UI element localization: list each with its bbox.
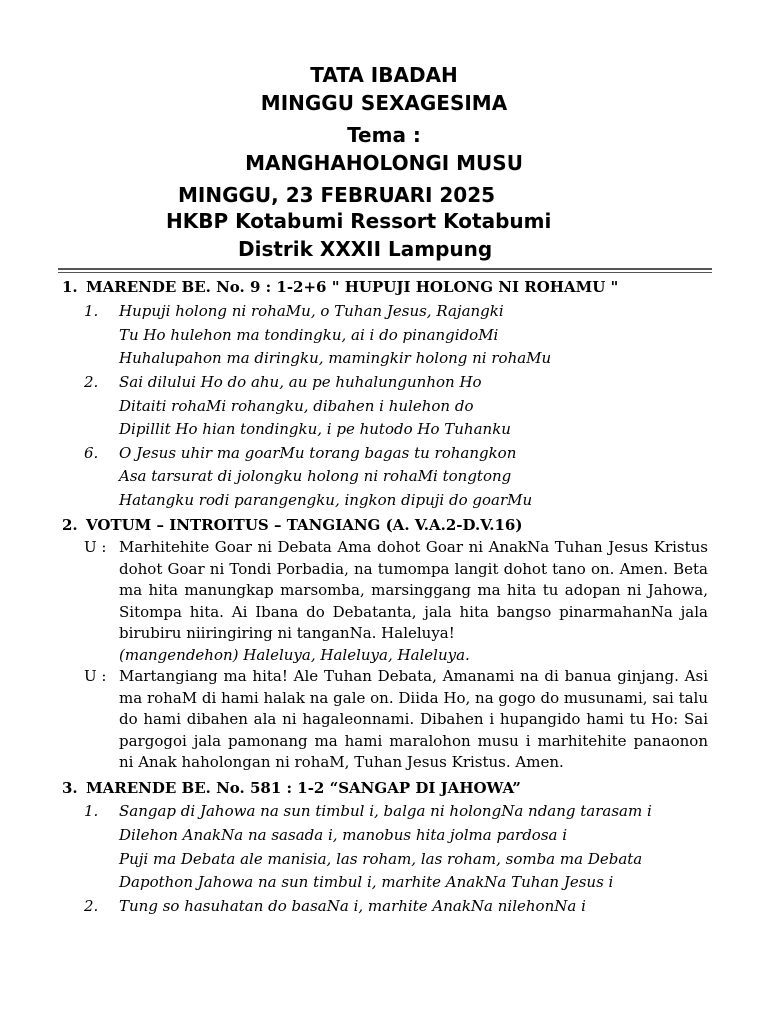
s3-verse-2-line: Tung so hasuhatan do basaNa i, marhite AnakNa nilehonNa i xyxy=(119,897,586,915)
district-name: Distrik XXXII Lampung xyxy=(238,237,493,261)
votum-line: Sitompa hita. Ai Ibana do Debatanta, jala hita bangso pinarmahanNa jala xyxy=(119,602,708,621)
prayer-line: Martangiang ma hita! Ale Tuhan Debata, Amanami na di banua ginjang. Asi xyxy=(119,667,708,685)
votum-line: ma hita manungkap marsomba, marsinggang ma hita tu adopan ni Jahowa, xyxy=(119,581,708,600)
section-2-title: VOTUM – INTROITUS – TANGIANG (A. V.A.2-D.V.16) xyxy=(86,516,523,534)
votum-line: birubiru niiringiring ni tanganNa. Haleluya! xyxy=(119,624,455,643)
theme-label: Tema : xyxy=(347,123,421,147)
liturgist-label: U : xyxy=(84,667,107,685)
prayer-paragraph xyxy=(119,666,708,774)
section-2-number: 2. xyxy=(62,516,78,534)
prayer-line: pargogoi jala pamonang ma hami maralohon musu i marhitehite panaonon xyxy=(119,731,708,750)
liturgist-label: U : xyxy=(84,538,107,556)
section-3-title: MARENDE BE. No. 581 : 1-2 “SANGAP DI JAHOWA” xyxy=(86,779,521,797)
theme-title: MANGHAHOLONGI MUSU xyxy=(245,151,523,175)
section-1-title: MARENDE BE. No. 9 : 1-2+6 " HUPUJI HOLONG NI ROHAMU " xyxy=(86,278,619,296)
section-3-number: 3. xyxy=(62,779,78,797)
s1-verse-6-line: Hatangku rodi parangengku, ingkon dipuji do goarMu xyxy=(119,491,533,509)
s3-verse-1-line: Dilehon AnakNa na sasada i, manobus hita jolma pardosa i xyxy=(119,826,568,844)
s3-verse-2-number: 2. xyxy=(84,897,99,915)
s1-verse-1-number: 1. xyxy=(84,302,99,320)
church-name: HKBP Kotabumi Ressort Kotabumi xyxy=(166,209,552,233)
prayer-line: ma rohaM di hami halak na gale on. Diida Ho, na gogo do musunami, sai talu xyxy=(119,688,708,707)
congregation-response: (mangendehon) Haleluya, Haleluya, Haleluya. xyxy=(119,645,470,664)
s3-verse-1-line: Puji ma Debata ale manisia, las roham, las roham, somba ma Debata xyxy=(119,850,643,868)
s1-verse-6-line: Asa tarsurat di jolongku holong ni rohaMi tongtong xyxy=(119,467,512,485)
service-date: MINGGU, 23 FEBRUARI 2025 xyxy=(178,183,496,207)
s1-verse-1-line: Huhalupahon ma diringku, mamingkir holong ni rohaMu xyxy=(119,349,552,367)
s1-verse-2-line: Dipillit Ho hian tondingku, i pe hutodo Ho Tuhanku xyxy=(119,420,511,438)
prayer-line: ni Anak haholongan ni rohaM, Tuhan Jesus Kristus. Amen. xyxy=(119,753,564,772)
prayer-line: do hami dibahen ala ni hagaleonnami. Dibahen i hupangido hami tu Ho: Sai xyxy=(119,710,708,729)
s1-verse-2-line: Ditaiti rohaMi rohangku, dibahen i hulehon do xyxy=(119,397,474,415)
s1-verse-1-line: Hupuji holong ni rohaMu, o Tuhan Jesus, Rajangki xyxy=(119,302,504,320)
s1-verse-1-line: Tu Ho hulehon ma tondingku, ai i do pinangidoMi xyxy=(119,326,499,344)
document-title: TATA IBADAH xyxy=(310,63,458,87)
header-divider-thin xyxy=(58,272,712,273)
s3-verse-1-line: Sangap di Jahowa na sun timbul i, balga ni holongNa ndang tarasam i xyxy=(119,802,652,820)
header-divider-thick xyxy=(58,268,712,270)
votum-line: Marhitehite Goar ni Debata Ama dohot Goar ni AnakNa Tuhan Jesus Kristus xyxy=(119,538,708,556)
service-name: MINGGU SEXAGESIMA xyxy=(260,91,508,115)
s3-verse-1-line: Dapothon Jahowa na sun timbul i, marhite AnakNa Tuhan Jesus i xyxy=(119,873,614,891)
votum-paragraph xyxy=(119,537,708,667)
s1-verse-6-line: O Jesus uhir ma goarMu torang bagas tu rohangkon xyxy=(119,444,517,462)
s1-verse-2-number: 2. xyxy=(84,373,99,391)
section-1-number: 1. xyxy=(62,278,78,296)
s3-verse-1-number: 1. xyxy=(84,802,99,820)
s1-verse-6-number: 6. xyxy=(84,444,99,462)
votum-line: dohot Goar ni Tondi Porbadia, na tumompa langit dohot tano on. Amen. Beta xyxy=(119,559,708,578)
s1-verse-2-line: Sai dilului Ho do ahu, au pe huhalungunhon Ho xyxy=(119,373,482,391)
